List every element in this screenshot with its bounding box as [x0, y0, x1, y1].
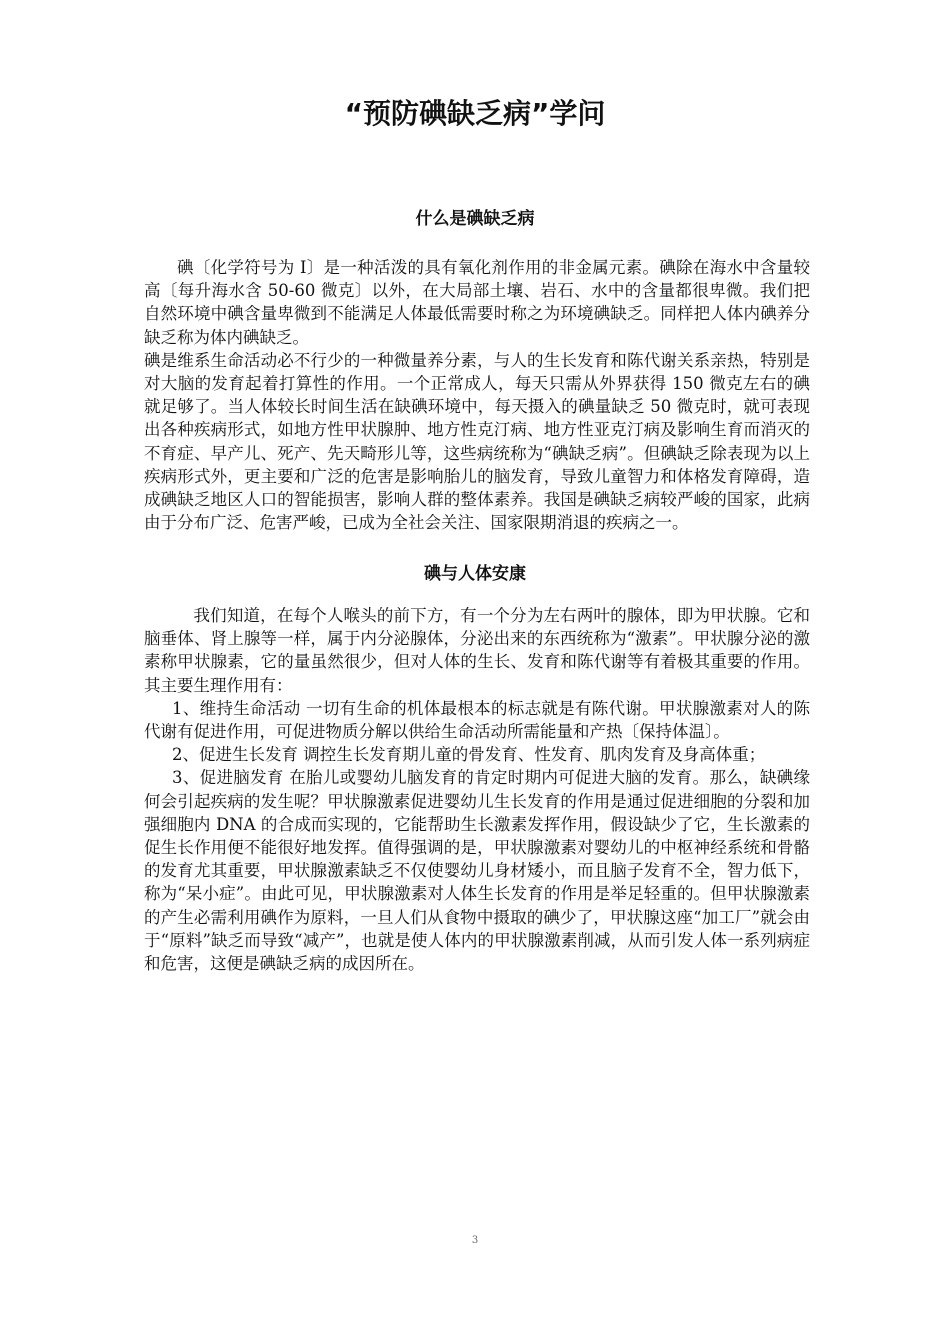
list-item-paragraph: 3、促进脑发育 在胎儿或婴幼儿脑发育的肯定时期内可促进大脑的发育。那么，缺碘缘何会引起疾病的发生呢？甲状腺激素促进婴幼儿生长发育的作用是通过促进细胞的分裂和加强细胞内 DNA 的合成而实现的，它能帮助生长激素发挥作用，假设缺少了它，生长激素的促生长作用便不能很好地发挥。值得强调的是，甲状腺激素对婴幼儿的中枢神经系统和骨骼的发育尤其重要，甲状腺激素缺乏不仅使婴幼儿身材矮小，而且脑子发育不全，智力低下，称为“呆小症”。由此可见，甲状腺激素对人体生长发育的作用是举足轻重的。但甲状腺激素的产生必需利用碘作为原料，一旦人们从食物中摄取的碘少了，甲状腺这座“加工厂”就会由于“原料”缺乏而导致“减产”，也就是使人体内的甲状腺激素削减，从而引发人体一系列病症和危害，这便是碘缺乏病的成因所在。 [144, 768, 810, 974]
paragraph: 碘〔化学符号为 I〕是一种活泼的具有氧化剂作用的非金属元素。碘除在海水中含量较高〔每升海水含 50-60 微克〕以外，在大局部土壤、岩石、水中的含量都很卑微。我们把自然环境中碘含量卑微到不能满足人体最低需要时称之为环境碘缺乏。同样把人体内碘养分缺乏称为体内碘缺乏。 [144, 258, 810, 347]
section-heading-iodine-deficiency: 什么是碘缺乏病 [415, 209, 535, 229]
section-heading-iodine-health: 碘与人体安康 [424, 564, 526, 584]
list-item-paragraph: 2、促进生长发育 调控生长发育期儿童的骨发育、性发育、肌肉发育及身高体重； [172, 745, 766, 765]
document-title: “预防碘缺乏病”学问 [344, 97, 606, 130]
page-number: 3 [471, 1235, 479, 1246]
list-item-paragraph: 1、维持生命活动 一切有生命的机体最根本的标志就是有陈代谢。甲状腺激素对人的陈代谢有促进作用，可促进物质分解以供给生命活动所需能量和产热〔保持体温〕。 [144, 698, 810, 742]
section-body-iodine-deficiency [144, 256, 810, 534]
paragraph: 碘是维系生命活动必不行少的一种微量养分素，与人的生长发育和陈代谢关系亲热，特别是对大脑的发育起着打算性的作用。一个正常成人，每天只需从外界获得 150 微克左右的碘就足够了。当人体较长时间生活在缺碘环境中，每天摄入的碘量缺乏 50 微克时，就可表现出各种疾病形式，如地方性甲状腺肿、地方性克汀病、地方性亚克汀病及影响生育而消灭的不育症、早产儿、死产、先天畸形儿等，这些病统称为“碘缺乏病”。但碘缺乏除表现为以上疾病形式外，更主要和广泛的危害是影响胎儿的脑发育，导致儿童智力和体格发育障碍，造成碘缺乏地区人口的智能损害，影响人群的整体素养。我国是碘缺乏病较严峻的国家，此病由于分布广泛、危害严峻，已成为全社会关注、国家限期消退的疾病之一。 [144, 350, 810, 533]
paragraph: 我们知道，在每个人喉头的前下方，有一个分为左右两叶的腺体，即为甲状腺。它和脑垂体、肾上腺等一样，属于内分泌腺体，分泌出来的东西统称为“激素”。甲状腺分泌的激素称甲状腺素，它的量虽然很少，但对人体的生长、发育和陈代谢等有着极其重要的作用。其主要生理作用有： [144, 606, 810, 695]
section-body-iodine-health [144, 604, 810, 975]
